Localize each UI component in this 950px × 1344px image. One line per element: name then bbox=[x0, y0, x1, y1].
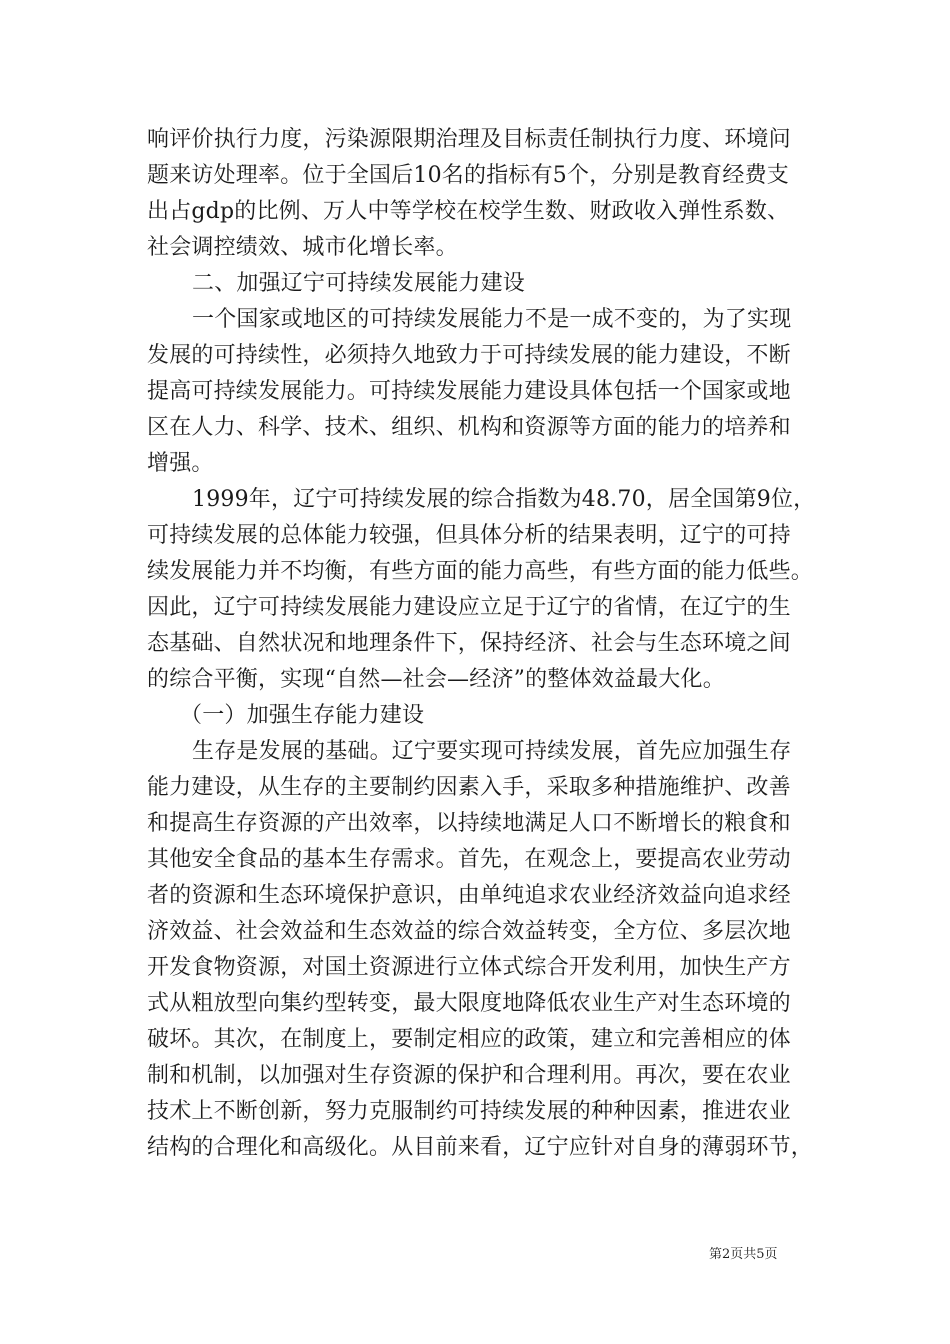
text-line: 技术上不断创新，努力克服制约可持续发展的种种因素，推进农业 bbox=[147, 1099, 791, 1124]
text-line: 题来访处理率。位于全国后10名的指标有5个，分别是教育经费支 bbox=[147, 163, 789, 188]
text-line: 制和机制，以加强对生存资源的保护和合理利用。再次，要在农业 bbox=[147, 1063, 791, 1088]
text-line: 开发食物资源，对国土资源进行立体式综合开发利用，加快生产方 bbox=[147, 955, 791, 980]
page-number-footer: 第2页共5页 bbox=[709, 1247, 778, 1262]
text-line: 响评价执行力度，污染源限期治理及目标责任制执行力度、环境问 bbox=[147, 127, 791, 152]
paragraph-start-line: 生存是发展的基础。辽宁要实现可持续发展，首先应加强生存 bbox=[192, 739, 792, 764]
paragraph-start-line: 1999年，辽宁可持续发展的综合指数为48.70，居全国第9位， bbox=[192, 487, 816, 512]
text-line: 式从粗放型向集约型转变，最大限度地降低农业生产对生态环境的 bbox=[147, 991, 791, 1016]
text-line: 能力建设，从生存的主要制约因素入手，采取多种措施维护、改善 bbox=[147, 775, 791, 800]
section-heading: 二、加强辽宁可持续发展能力建设 bbox=[192, 271, 526, 296]
text-line: 济效益、社会效益和生态效益的综合效益转变，全方位、多层次地 bbox=[147, 919, 791, 944]
paragraph-start-line: 一个国家或地区的可持续发展能力不是一成不变的，为了实现 bbox=[192, 307, 792, 332]
text-line: 其他安全食品的基本生存需求。首先，在观念上，要提高农业劳动 bbox=[147, 847, 791, 872]
text-line: 破坏。其次，在制度上，要制定相应的政策，建立和完善相应的体 bbox=[147, 1027, 791, 1052]
text-line: 社会调控绩效、城市化增长率。 bbox=[147, 235, 458, 260]
text-line: 增强。 bbox=[147, 451, 214, 476]
subsection-heading: （一）加强生存能力建设 bbox=[180, 703, 425, 728]
text-line: 提高可持续发展能力。可持续发展能力建设具体包括一个国家或地 bbox=[147, 379, 791, 404]
text-line: 态基础、自然状况和地理条件下，保持经济、社会与生态环境之间 bbox=[147, 631, 791, 656]
text-line: 发展的可持续性，必须持久地致力于可持续发展的能力建设，不断 bbox=[147, 343, 791, 368]
text-line: 者的资源和生态环境保护意识，由单纯追求农业经济效益向追求经 bbox=[147, 883, 791, 908]
text-line: 结构的合理化和高级化。从目前来看，辽宁应针对自身的薄弱环节， bbox=[147, 1135, 814, 1160]
text-line: 因此，辽宁可持续发展能力建设应立足于辽宁的省情，在辽宁的生 bbox=[147, 595, 791, 620]
text-line: 的综合平衡，实现“自然—社会—经济”的整体效益最大化。 bbox=[147, 667, 725, 692]
text-line: 续发展能力并不均衡，有些方面的能力高些，有些方面的能力低些。 bbox=[147, 559, 814, 584]
text-line: 可持续发展的总体能力较强，但具体分析的结果表明，辽宁的可持 bbox=[147, 523, 791, 548]
text-line: 和提高生存资源的产出效率，以持续地满足人口不断增长的粮食和 bbox=[147, 811, 791, 836]
text-line: 出占gdp的比例、万人中等学校在校学生数、财政收入弹性系数、 bbox=[147, 199, 790, 224]
text-line: 区在人力、科学、技术、组织、机构和资源等方面的能力的培养和 bbox=[147, 415, 791, 440]
